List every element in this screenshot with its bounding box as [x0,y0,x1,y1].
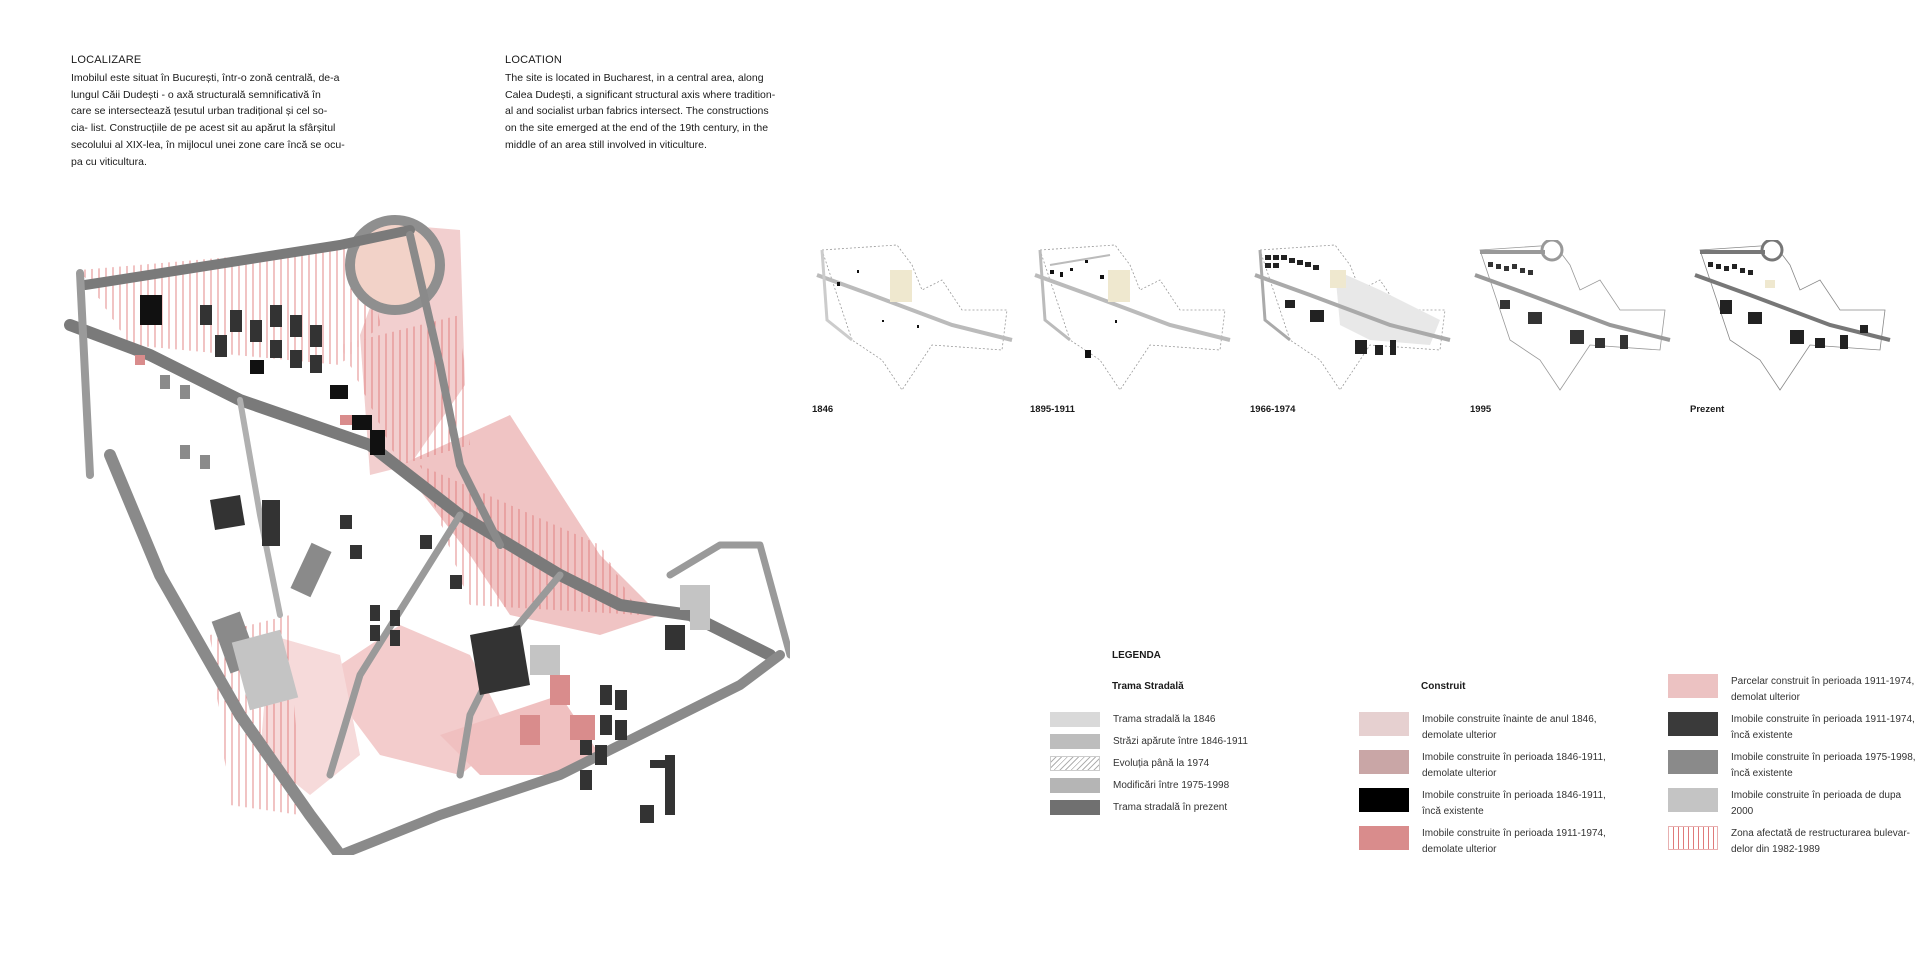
legend-swatch [1668,674,1718,698]
legend-label-line: Zona afectată de restructurarea bulevar- [1731,828,1910,839]
legend-built-heading: Construit [1421,681,1466,692]
intro-ro-line: Imobilul este situat în București, într-o zonă centrală, de-a [71,71,340,84]
timeline-map-1895-1911 [1030,240,1235,415]
legend-swatch [1668,750,1718,774]
legend-built-item [1668,750,1920,780]
legend-swatch [1359,712,1409,736]
legend-label-line: Imobile construite în perioada 1911-1974, [1731,714,1915,725]
legend-label: Evoluția până la 1974 [1113,758,1210,769]
legend-label-line: Imobile construite în perioada 1911-1974, [1422,828,1606,839]
legend-swatch [1050,712,1100,727]
legend-label-line: 2000 [1731,806,1754,817]
legend-built-item [1668,788,1920,818]
legend-label-line: demolate ulterior [1422,768,1497,779]
intro-en-line: on the site emerged at the end of the 19th century, in the [505,122,769,135]
legend-label-line: Imobile construite în perioada 1975-1998, [1731,752,1916,763]
timeline-map-1966-1974 [1250,240,1455,415]
legend-swatch [1359,826,1409,850]
legend-label [1731,788,1920,820]
legend-swatch [1050,756,1100,771]
legend-label-line: Imobile construite în perioada 1846-1911, [1422,752,1606,763]
intro-ro [71,52,361,171]
timeline-label: 1895-1911 [1030,404,1075,415]
timeline-label: Prezent [1690,404,1725,415]
legend-label: Trama stradală în prezent [1113,802,1228,813]
legend-title: LEGENDA [1112,650,1161,661]
legend-label-line: încă existente [1731,730,1793,741]
intro-ro-line: lungul Căii Dudești - o axă structurală semnificativă în [71,88,321,101]
legend-swatch [1359,788,1409,812]
legend-swatch [1050,800,1100,815]
legend-swatch [1050,734,1100,749]
timeline-map-1995 [1470,240,1675,415]
legend-street-heading: Trama Stradală [1112,681,1184,692]
legend-label-line: Imobile construite înainte de anul 1846, [1422,714,1597,725]
legend-swatch [1359,750,1409,774]
legend-swatch [1668,788,1718,812]
legend-label-line: încă existente [1731,768,1793,779]
legend-label-line: încă existente [1422,806,1484,817]
legend-label [1731,712,1920,744]
intro-en-line: al and socialist urban fabrics intersect. The constructions [505,105,769,118]
legend-built-item [1668,712,1920,742]
legend-label [1422,826,1622,858]
timeline-label: 1966-1974 [1250,404,1296,415]
legend-label-line: delor din 1982-1989 [1731,844,1820,855]
legend-built-item [1668,826,1920,856]
legend-built-item [1668,674,1920,704]
legend-street-item [1050,800,1350,830]
legend-built-item [1359,826,1659,856]
legend-label [1731,674,1920,706]
legend-label [1422,750,1622,782]
intro-en-line: The site is located in Bucharest, in a central area, along [505,71,764,84]
legend-swatch [1668,712,1718,736]
timeline-label: 1995 [1470,404,1492,415]
intro-ro-heading: LOCALIZARE [71,54,142,66]
legend-label-line: demolate ulterior [1422,844,1497,855]
legend-built-item [1359,750,1659,780]
legend-label: Străzi apărute între 1846-1911 [1113,736,1248,747]
intro-en-heading: LOCATION [505,54,563,66]
timeline-map-1846 [812,240,1017,415]
legend-built-item [1359,788,1659,818]
legend-label [1731,750,1920,782]
intro-en-line: Calea Dudești, a significant structural axis where tradition- [505,88,776,101]
legend-label-line: demolat ulterior [1731,692,1800,703]
legend-swatch [1668,826,1718,850]
site-map [40,215,790,855]
legend-label-line: Imobile construite în perioada de dupa [1731,790,1902,801]
intro-en [505,52,800,154]
timeline-label: 1846 [812,404,834,415]
legend-label [1731,826,1920,858]
legend-label-line: demolate ulterior [1422,730,1497,741]
intro-ro-line: pa cu viticultura. [71,155,147,168]
legend-built-item [1359,712,1659,742]
intro-ro-line: secolului al XIX-lea, în mijlocul unei zone care încă se ocu- [71,138,345,151]
legend-label-line: Imobile construite în perioada 1846-1911, [1422,790,1606,801]
legend-swatch [1050,778,1100,793]
legend-label: Trama stradală la 1846 [1113,714,1216,725]
legend-label [1422,712,1622,744]
legend-label: Modificări între 1975-1998 [1113,780,1230,791]
legend-label [1422,788,1622,820]
timeline-map-present [1690,240,1895,415]
intro-ro-line: cia- list. Construcțiile de pe acest sit au apărut la sfârșitul [71,122,336,135]
intro-en-line: middle of an area still involved in viticulture. [505,138,707,151]
legend-label-line: Parcelar construit în perioada 1911-1974, [1731,676,1915,687]
intro-ro-line: care se intersectează țesutul urban tradițional și cel so- [71,105,328,118]
